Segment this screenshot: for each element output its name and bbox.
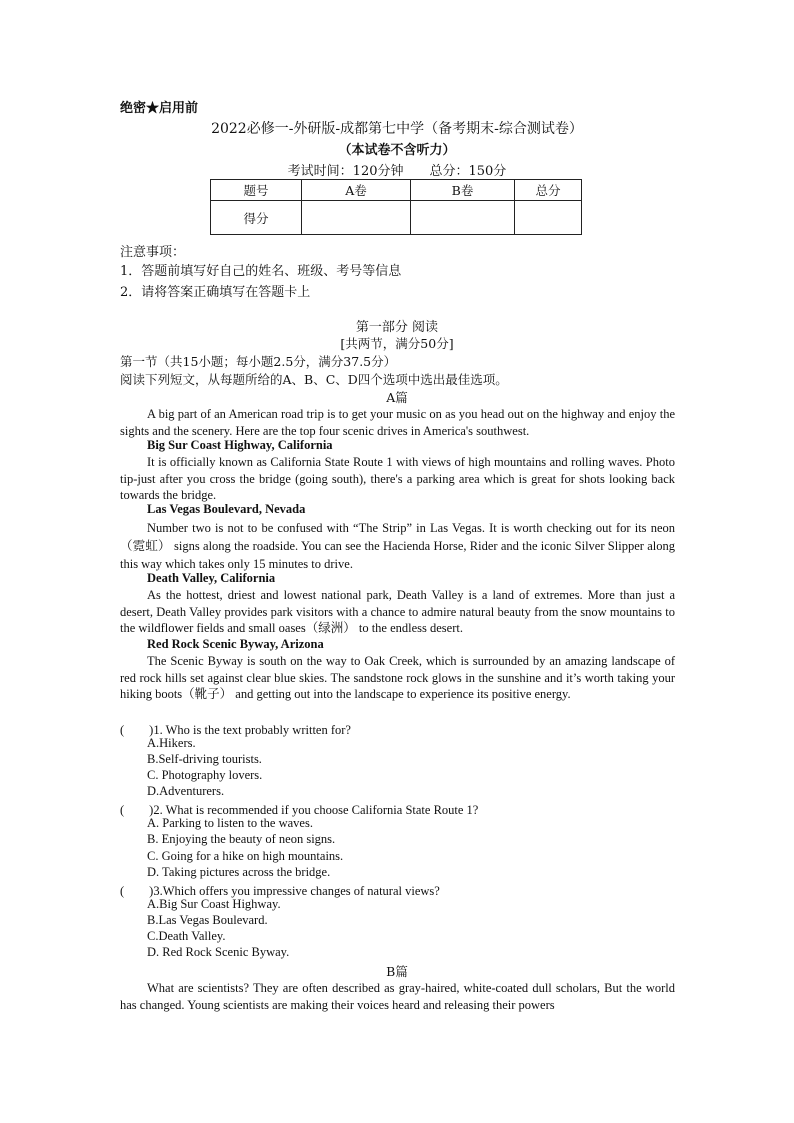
question-option[interactable]: D. Red Rock Scenic Byway. (147, 945, 290, 959)
question-option[interactable]: C. Photography lovers. (147, 768, 263, 782)
score-cell-b[interactable] (411, 201, 515, 235)
passage-a-heading: Las Vegas Boulevard, Nevada (147, 502, 306, 516)
question-stem: ( )2. What is recommended if you choose California State Route 1? (120, 803, 479, 817)
notes-title: 注意事项： (120, 245, 186, 260)
score-header-b: B卷 (411, 180, 515, 201)
exam-title: 2022必修一-外研版-成都第七中学（备考期末-综合测试卷） (211, 121, 583, 137)
passage-b-label: B篇 (386, 964, 408, 979)
section-title: 第一节（共15小题；每小题2.5分，满分37.5分） (120, 354, 397, 369)
question-option[interactable]: A. Parking to listen to the waves. (147, 816, 313, 830)
question-stem: ( )1. Who is the text probably written for? (120, 723, 351, 737)
passage-a-paragraph: The Scenic Byway is south on the way to Oak Creek, which is surrounded by an amazing landscape of red rock hills set against clear blue skies. The sandstone rock glows in the sunshine and it’s worth taking your hiking boots（靴子） and getting out into the landscape to experience its positive energy. (120, 654, 675, 701)
passage-a-heading: Red Rock Scenic Byway, Arizona (147, 637, 324, 651)
score-header-a: A卷 (302, 180, 411, 201)
part1-subtitle: [共两节，满分50分] (340, 336, 454, 351)
passage-a-heading: Big Sur Coast Highway, California (147, 438, 333, 452)
question-option[interactable]: A.Hikers. (147, 736, 196, 750)
question-option[interactable]: D. Taking pictures across the bridge. (147, 865, 331, 879)
question-option[interactable]: D.Adventurers. (147, 784, 225, 798)
note-item: 1．答题前填写好自己的姓名、班级、考号等信息 (120, 264, 402, 279)
question-option[interactable]: B.Self-driving tourists. (147, 752, 262, 766)
secret-label: 绝密★启用前 (120, 101, 199, 116)
passage-a-intro: A big part of an American road trip is to get your music on as you head out on the highway and enjoy the sights and the scenery. Here are the top four scenic drives in America's southwest. (120, 407, 675, 438)
passage-a-paragraph: Number two is not to be confused with “The Strip” in Las Vegas. It is worth checking out for its neon（霓虹） signs along the roadside. You can see the Hacienda Horse, Rider and the iconic Silver Slipper along this way which takes only 15 minutes to drive. (120, 521, 675, 571)
passage-a-label: A篇 (386, 390, 408, 405)
question-option[interactable]: C.Death Valley. (147, 929, 226, 943)
score-cell-a[interactable] (302, 201, 411, 235)
score-cell-total[interactable] (515, 201, 582, 235)
section-instruction: 阅读下列短文，从每题所给的A、B、C、D四个选项中选出最佳选项。 (120, 372, 508, 387)
exam-info: 考试时间：120分钟 总分：150分 (287, 164, 507, 179)
passage-a-heading: Death Valley, California (147, 571, 276, 585)
question-stem: ( )3.Which offers you impressive changes of natural views? (120, 884, 440, 898)
question-option[interactable]: B. Enjoying the beauty of neon signs. (147, 832, 336, 846)
question-option[interactable]: C. Going for a hike on high mountains. (147, 849, 344, 863)
note-item: 2．请将答案正确填写在答题卡上 (120, 285, 311, 300)
exam-subtitle: （本试卷不含听力） (338, 143, 456, 158)
score-row-label: 得分 (211, 201, 302, 235)
part1-title: 第一部分 阅读 (355, 320, 439, 335)
passage-a-paragraph: It is officially known as California State Route 1 with views of high mountains and rolling waves. Photo tip-just after you cross the bridge (going south), there's a parking area which is great for shots looking back towards the bridge. (120, 455, 675, 502)
question-option[interactable]: B.Las Vegas Boulevard. (147, 913, 268, 927)
question-option[interactable]: A.Big Sur Coast Highway. (147, 897, 281, 911)
passage-b-intro: What are scientists? They are often described as gray-haired, white-coated dull scholars, But the world has changed. Young scientists are making their voices heard and releasing their powers (120, 981, 675, 1012)
score-header-no: 题号 (211, 180, 302, 201)
score-header-total: 总分 (515, 180, 582, 201)
passage-a-paragraph: As the hottest, driest and lowest national park, Death Valley is a land of extremes. More than just a desert, Death Valley provides park visitors with a chance to admire natural beauty from the snow mountains to the wildflower fields and small oases（绿洲） to the endless desert. (120, 588, 675, 635)
score-table (210, 179, 582, 235)
